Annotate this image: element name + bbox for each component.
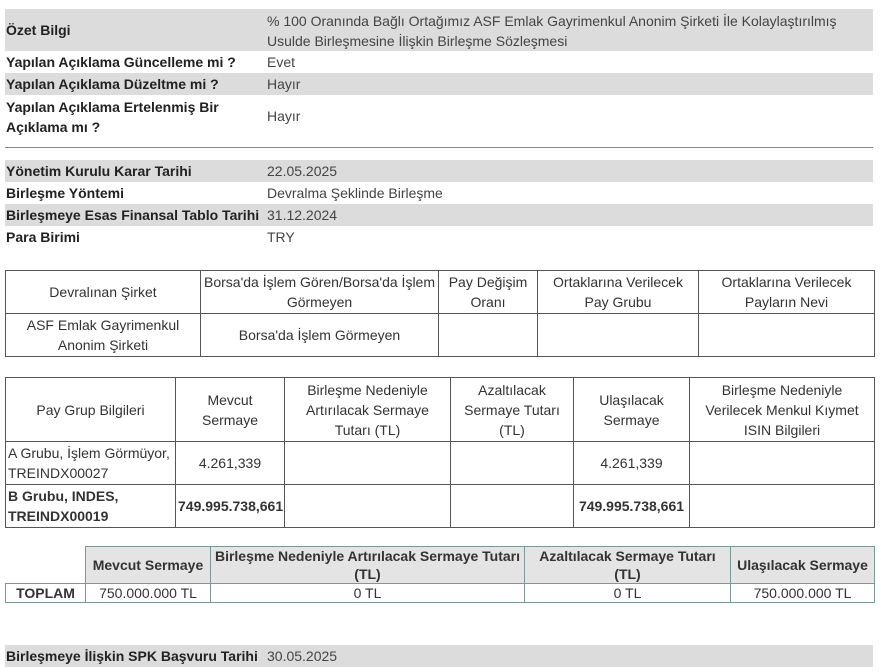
azaltilacak-cell [451, 485, 574, 528]
guncelleme-row [5, 51, 873, 73]
karar-tarihi-row [5, 160, 873, 182]
para-row [5, 226, 873, 248]
pay-grup-header-row [6, 378, 875, 442]
duzeltme-row [5, 73, 873, 95]
yontem-row [5, 182, 873, 204]
pay-grup-header-cell: Ulaşılacak Sermaye [574, 378, 690, 442]
toplam-header-cell: Azaltılacak Sermaye Tutarı (TL) [525, 547, 731, 584]
table-row [6, 314, 875, 357]
pay-grup-name-cell: B Grubu, INDES, TREINDX00019 [6, 485, 176, 528]
ertelenmis-label: Yapılan Açıklama Ertelenmiş Bir Açıklama mı ? [6, 99, 219, 135]
pay-grup-header-cell: Mevcut Sermaye [176, 378, 285, 442]
pay-grup-header-cell: Birleşme Nedeniyle Verilecek Menkul Kıymet ISIN Bilgileri [690, 378, 875, 442]
toplam-table [5, 546, 875, 603]
pay-grup-header-cell: Azaltılacak Sermaye Tutarı (TL) [451, 378, 574, 442]
toplam-header-cell [6, 547, 86, 584]
ozet-value: % 100 Oranında Bağlı Ortağımız ASF Emlak Gayrimenkul Anonim Şirketi İle Kolaylaştırılmış Usulde Birleşmesine İlişkin Birleşme Sözleşmesi [267, 13, 837, 49]
artirilacak-cell [285, 485, 451, 528]
toplam-header-cell: Ulaşılacak Sermaye [731, 547, 875, 584]
ozet-row [5, 9, 873, 51]
isin-cell [690, 442, 875, 485]
pay-grup-table [5, 377, 875, 528]
mevcut-sermaye-cell: 749.995.738,661 [176, 485, 285, 528]
para-label: Para Birimi [6, 229, 80, 245]
finansal-value: 31.12.2024 [267, 207, 338, 223]
toplam-header-row [6, 547, 875, 584]
divider [5, 147, 873, 148]
toplam-header-cell: Mevcut Sermaye [86, 547, 211, 584]
devralinan-company-cell: ASF Emlak Gayrimenkul Anonim Şirketi [6, 314, 201, 357]
devralinan-header-row [6, 271, 875, 314]
devralinan-header-cell: Ortaklarına Verilecek Pay Grubu [538, 271, 699, 314]
spk-label: Birleşmeye İlişkin SPK Başvuru Tarihi [6, 648, 258, 664]
pay-grup-name-cell: A Grubu, İşlem Görmüyor, TREINDX00027 [6, 442, 176, 485]
devralinan-header-cell: Ortaklarına Verilecek Payların Nevi [699, 271, 875, 314]
devralinan-oran-cell [439, 314, 538, 357]
table-row [6, 442, 875, 485]
karar-tarihi-value: 22.05.2025 [267, 163, 338, 179]
spk-row [5, 645, 873, 667]
ulasilacak-cell: 4.261,339 [574, 442, 690, 485]
ulasilacak-cell: 749.995.738,661 [574, 485, 690, 528]
finansal-label: Birleşmeye Esas Finansal Tablo Tarihi [6, 207, 260, 223]
toplam-azaltilacak-cell: 0 TL [525, 584, 731, 603]
devralinan-table [5, 270, 875, 357]
toplam-header-cell: Birleşme Nedeniyle Artırılacak Sermaye Tutarı (TL) [211, 547, 525, 584]
guncelleme-value: Evet [267, 54, 296, 70]
karar-tarihi-label: Yönetim Kurulu Karar Tarihi [6, 163, 192, 179]
para-value: TRY [267, 229, 295, 245]
devralinan-grup-cell [538, 314, 699, 357]
ozet-label: Özet Bilgi [6, 22, 71, 38]
devralinan-borsa-cell: Borsa'da İşlem Görmeyen [201, 314, 439, 357]
yontem-label: Birleşme Yöntemi [6, 185, 125, 201]
table-row [6, 584, 875, 603]
table-row [6, 485, 875, 528]
ertelenmis-value: Hayır [267, 108, 301, 124]
devralinan-header-cell: Devralınan Şirket [6, 271, 201, 314]
pay-grup-header-cell: Pay Grup Bilgileri [6, 378, 176, 442]
devralinan-header-cell: Borsa'da İşlem Gören/Borsa'da İşlem Görmeyen [201, 271, 439, 314]
azaltilacak-cell [451, 442, 574, 485]
finansal-row [5, 204, 873, 226]
devralinan-header-cell: Pay Değişim Oranı [439, 271, 538, 314]
devralinan-nevi-cell [699, 314, 875, 357]
guncelleme-label: Yapılan Açıklama Güncelleme mi ? [6, 54, 236, 70]
duzeltme-value: Hayır [267, 76, 301, 92]
toplam-ulasilacak-cell: 750.000.000 TL [731, 584, 875, 603]
ertelenmis-row [5, 95, 873, 139]
pay-grup-header-cell: Birleşme Nedeniyle Artırılacak Sermaye Tutarı (TL) [285, 378, 451, 442]
toplam-artirilacak-cell: 0 TL [211, 584, 525, 603]
spk-value: 30.05.2025 [267, 648, 338, 664]
yontem-value: Devralma Şeklinde Birleşme [267, 185, 443, 201]
mevcut-sermaye-cell: 4.261,339 [176, 442, 285, 485]
toplam-label-cell: TOPLAM [6, 584, 86, 603]
toplam-mevcut-cell: 750.000.000 TL [86, 584, 211, 603]
artirilacak-cell [285, 442, 451, 485]
duzeltme-label: Yapılan Açıklama Düzeltme mi ? [6, 76, 219, 92]
isin-cell [690, 485, 875, 528]
